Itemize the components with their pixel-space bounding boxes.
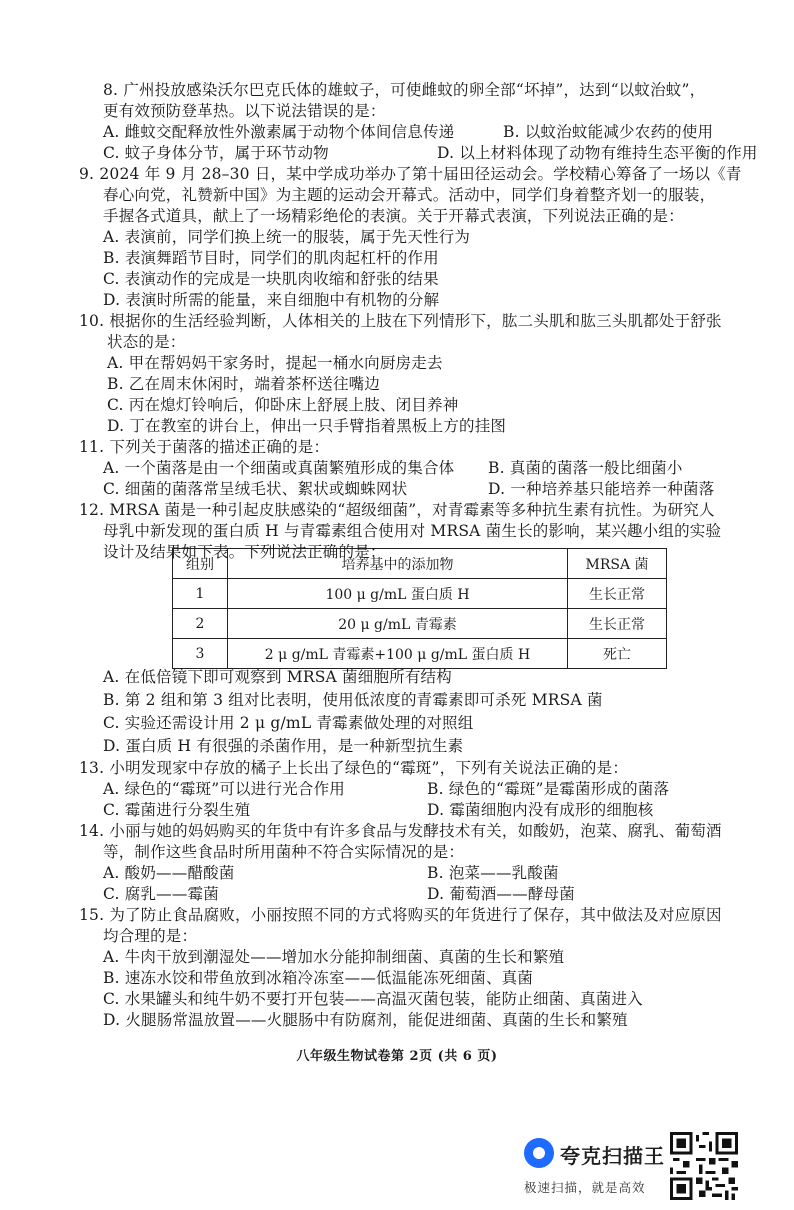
question-14-option-d: D. 葡萄酒——酵母菌	[427, 885, 575, 903]
question-8-stem-line-2: 更有效预防登革热。以下说法错误的是：	[103, 102, 386, 120]
question-13-option-c: C. 霉菌进行分裂生殖	[103, 801, 251, 819]
table-header-group: 组别	[173, 549, 228, 579]
table-cell-additive: 20 μ g/mL 青霉素	[228, 609, 568, 639]
question-13-stem: 13. 小明发现家中存放的橘子上长出了绿色的“霉斑”，下列有关说法正确的是：	[79, 759, 629, 777]
table-cell-result: 生长正常	[568, 609, 667, 639]
question-11-stem: 11. 下列关于菌落的描述正确的是：	[79, 438, 330, 456]
question-15-stem-line-1: 15. 为了防止食品腐败，小丽按照不同的方式将购买的年货进行了保存，其中做法及对应原因	[79, 906, 722, 924]
table-header-mrsa: MRSA 菌	[568, 549, 667, 579]
table-cell-group: 1	[173, 579, 228, 609]
question-9-option-d: D. 表演时所需的能量，来自细胞中有机物的分解	[103, 291, 440, 309]
question-14-stem-line-1: 14. 小丽与她的妈妈购买的年货中有许多食品与发酵技术有关，如酸奶，泡菜、腐乳、葡萄酒	[79, 822, 722, 840]
question-12-stem-line-2: 母乳中新发现的蛋白质 H 与青霉素组合使用对 MRSA 菌生长的影响，某兴趣小组的实验	[103, 522, 722, 540]
question-14-option-a: A. 酸奶——醋酸菌	[103, 864, 235, 882]
question-12-option-a: A. 在低倍镜下即可观察到 MRSA 菌细胞所有结构	[103, 668, 452, 686]
question-12-option-d: D. 蛋白质 H 有很强的杀菌作用，是一种新型抗生素	[103, 737, 464, 755]
table-row	[173, 609, 667, 639]
page-footer: 八年级生物试卷第 2页 (共 6 页)	[296, 1049, 498, 1064]
question-11-option-b: B. 真菌的菌落一般比细菌小	[488, 459, 683, 477]
qr-code-icon	[670, 1132, 738, 1200]
question-8-option-b: B. 以蚊治蚊能减少农药的使用	[503, 123, 714, 141]
question-11-option-a: A. 一个菌落是由一个细菌或真菌繁殖形成的集合体	[103, 459, 455, 477]
question-12-stem-line-3: 设计及结果如下表。下列说法正确的是：	[103, 543, 386, 561]
question-14-option-b: B. 泡菜——乳酸菌	[427, 864, 559, 882]
question-15-option-c: C. 水果罐头和纯牛奶不要打开包装——高温灭菌包装，能防止细菌、真菌进入	[103, 990, 643, 1008]
question-11-option-c: C. 细菌的菌落常呈绒毛状、絮状或蜘蛛网状	[103, 480, 408, 498]
watermark-app-name: 夸克扫描王	[560, 1144, 665, 1168]
table-header-additive: 培养基中的添加物	[228, 549, 568, 579]
question-15-option-a: A. 牛肉干放到潮湿处——增加水分能抑制细菌、真菌的生长和繁殖	[103, 948, 565, 966]
question-9-stem-line-3: 手握各式道具，献上了一场精彩绝伦的表演。关于开幕式表演，下列说法正确的是：	[103, 207, 684, 225]
question-10-option-b: B. 乙在周末休闲时，端着茶杯送往嘴边	[107, 375, 381, 393]
watermark-slogan: 极速扫描，就是高效	[524, 1180, 646, 1195]
table-cell-result: 生长正常	[568, 579, 667, 609]
question-8-option-d: D. 以上材料体现了动物有维持生态平衡的作用	[437, 144, 758, 162]
quark-logo-icon	[524, 1138, 554, 1168]
question-10-option-c: C. 丙在熄灯铃响后，仰卧床上舒展上肢、闭目养神	[107, 396, 459, 414]
question-8-option-c: C. 蚊子身体分节，属于环节动物	[103, 144, 329, 162]
question-12-option-c: C. 实验还需设计用 2 μ g/mL 青霉素做处理的对照组	[103, 714, 474, 732]
experiment-table	[172, 548, 667, 669]
question-14-stem-line-2: 等，制作这些食品时所用菌种不符合实际情况的是：	[103, 843, 465, 861]
table-row	[173, 579, 667, 609]
table-header-row	[173, 549, 667, 579]
table-cell-group: 3	[173, 639, 228, 669]
question-10-option-d: D. 丁在教室的讲台上，伸出一只手臂指着黑板上方的挂图	[107, 417, 507, 435]
question-15-option-d: D. 火腿肠常温放置——火腿肠中有防腐剂，能促进细菌、真菌的生长和繁殖	[103, 1011, 628, 1029]
question-8-stem-line-1: 8. 广州投放感染沃尔巴克氏体的雄蚊子，可使雌蚊的卵全部“坏掉”，达到“以蚊治蚊”，	[103, 81, 706, 99]
question-9-stem-line-1: 9. 2024 年 9 月 28–30 日，某中学成功举办了第十届田径运动会。学校精心筹备了一场以《青	[79, 165, 742, 183]
table-cell-group: 2	[173, 609, 228, 639]
table-cell-additive: 100 μ g/mL 蛋白质 H	[228, 579, 568, 609]
question-9-stem-line-2: 春心向党，礼赞新中国》为主题的运动会开幕式。活动中，同学们身着整齐划一的服装，	[103, 186, 716, 204]
question-12-stem-line-1: 12. MRSA 菌是一种引起皮肤感染的“超级细菌”，对青霉素等多种抗生素有抗性。为研究人	[79, 501, 715, 519]
table-cell-additive: 2 μ g/mL 青霉素+100 μ g/mL 蛋白质 H	[228, 639, 568, 669]
question-10-stem-line-1: 10. 根据你的生活经验判断，人体相关的上肢在下列情形下，肱二头肌和肱三头肌都处于舒张	[79, 312, 722, 330]
scanner-watermark	[520, 1132, 790, 1202]
table-row	[173, 639, 667, 669]
question-9-option-c: C. 表演动作的完成是一块肌肉收缩和舒张的结果	[103, 270, 439, 288]
question-15-stem-line-2: 均合理的是：	[103, 927, 198, 945]
question-15-option-b: B. 速冻水饺和带鱼放到冰箱冷冻室——低温能冻死细菌、真菌	[103, 969, 534, 987]
question-8-option-a: A. 雌蚊交配释放性外激素属于动物个体间信息传递	[103, 123, 455, 141]
question-13-option-d: D. 霉菌细胞内没有成形的细胞核	[427, 801, 654, 819]
question-12-option-b: B. 第 2 组和第 3 组对比表明，使用低浓度的青霉素即可杀死 MRSA 菌	[103, 691, 603, 709]
question-13-option-a: A. 绿色的“霉斑”可以进行光合作用	[103, 780, 345, 798]
table-cell-result: 死亡	[568, 639, 667, 669]
question-13-option-b: B. 绿色的“霉斑”是霉菌形成的菌落	[427, 780, 670, 798]
question-11-option-d: D. 一种培养基只能培养一种菌落	[488, 480, 715, 498]
question-9-option-a: A. 表演前，同学们换上统一的服装，属于先天性行为	[103, 228, 471, 246]
question-10-stem-line-2: 状态的是：	[107, 333, 186, 351]
question-14-option-c: C. 腐乳——霉菌	[103, 885, 219, 903]
question-9-option-b: B. 表演舞蹈节目时，同学们的肌肉起杠杆的作用	[103, 249, 439, 267]
question-10-option-a: A. 甲在帮妈妈干家务时，提起一桶水向厨房走去	[107, 354, 443, 372]
